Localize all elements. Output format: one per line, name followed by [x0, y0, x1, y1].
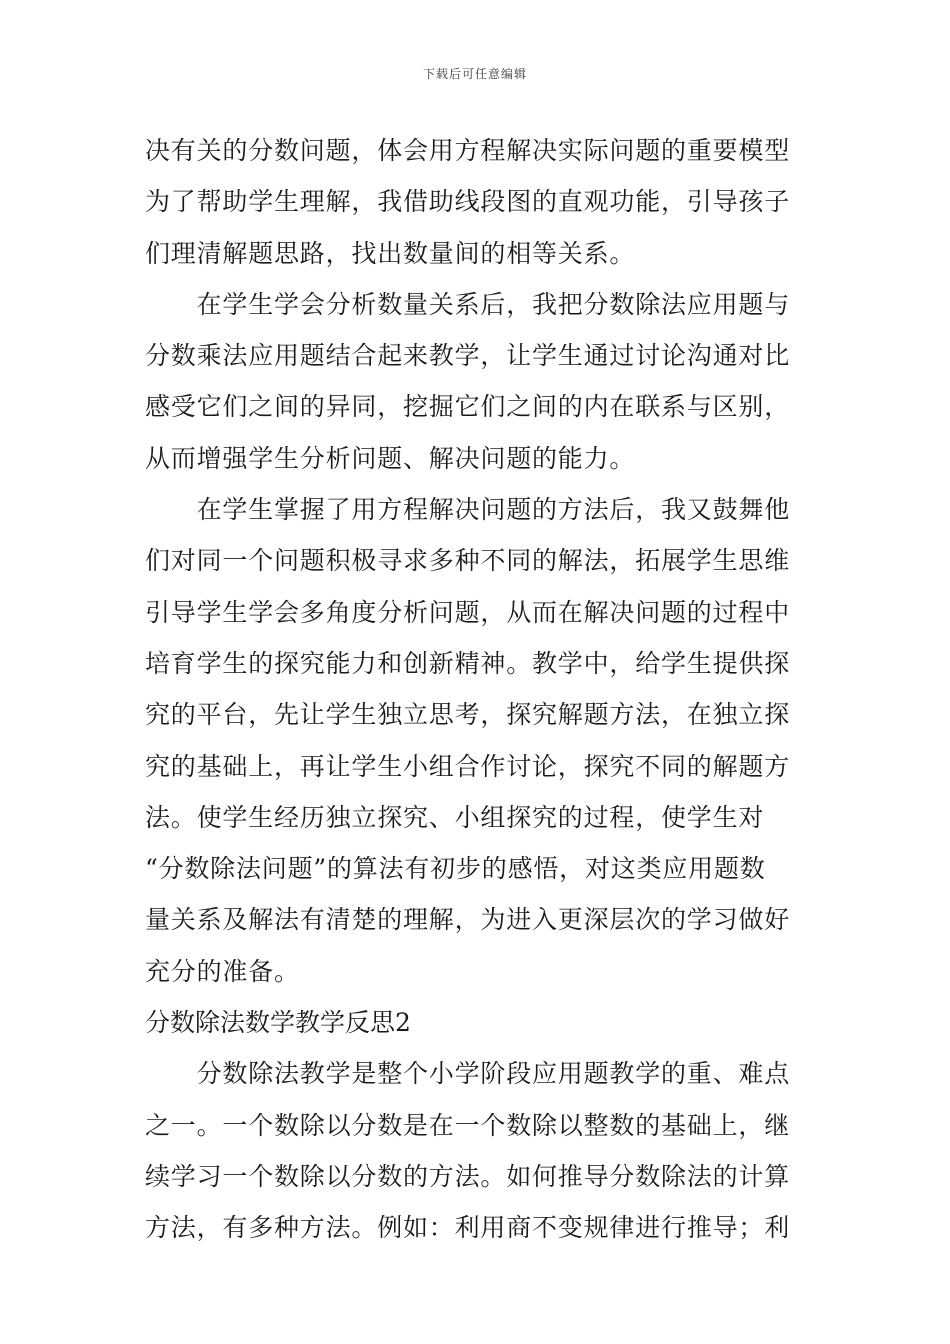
paragraph-line: 法。使学生经历独立探究、小组探究的过程，使学生对 — [145, 802, 765, 832]
paragraph-line: 们对同一个问题积极寻求多种不同的解法，拓展学生思维 — [145, 546, 791, 576]
paragraph-line: 培育学生的探究能力和创新精神。教学中，给学生提供探 — [145, 648, 791, 678]
paragraph-line: 续学习一个数除以分数的方法。如何推导分数除法的计算 — [145, 1161, 791, 1191]
paragraph-line: 量关系及解法有清楚的理解，为进入更深层次的学习做好 — [145, 905, 791, 935]
paragraph-line: 究的基础上，再让学生小组合作讨论，探究不同的解题方 — [145, 751, 791, 781]
paragraph-line: 方法，有多种方法。例如：利用商不变规律进行推导；利 — [145, 1213, 791, 1243]
paragraph-line: 为了帮助学生理解，我借助线段图的直观功能，引导孩子 — [145, 187, 791, 217]
paragraph-line: 引导学生学会多角度分析问题，从而在解决问题的过程中 — [145, 597, 791, 627]
document-body — [145, 128, 807, 1257]
page-header-note: 下载后可任意编辑 — [422, 67, 527, 81]
paragraph-line: 在学生学会分析数量关系后，我把分数除法应用题与 — [145, 289, 791, 319]
paragraph-line: 在学生掌握了用方程解决问题的方法后，我又鼓舞他 — [145, 495, 791, 525]
paragraph-line: 充分的准备。 — [145, 956, 300, 986]
paragraph-line: 之一。一个数除以分数是在一个数除以整数的基础上，继 — [145, 1110, 791, 1140]
paragraph-line: 究的平台，先让学生独立思考，探究解题方法，在独立探 — [145, 700, 791, 730]
paragraph-line: 决有关的分数问题，体会用方程解决实际问题的重要模型 — [145, 136, 791, 165]
paragraph-line: 感受它们之间的异同，挖掘它们之间的内在联系与区别， — [145, 392, 791, 422]
section-heading: 分数除法数学教学反思2 — [145, 1008, 411, 1038]
paragraph-line: 们理清解题思路，找出数量间的相等关系。 — [145, 238, 636, 268]
paragraph-line: 从而增强学生分析问题、解决问题的能力。 — [145, 443, 636, 473]
paragraph-line: “分数除法问题”的算法有初步的感悟，对这类应用题数 — [145, 854, 766, 884]
paragraph-line: 分数除法教学是整个小学阶段应用题教学的重、难点 — [145, 1059, 791, 1089]
paragraph-line: 分数乘法应用题结合起来教学，让学生通过讨论沟通对比 — [145, 341, 791, 371]
